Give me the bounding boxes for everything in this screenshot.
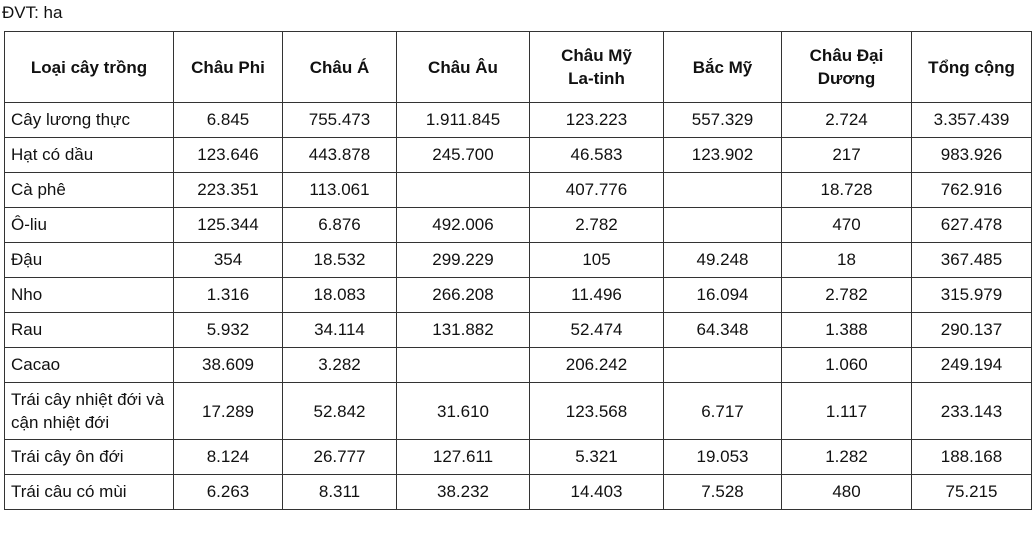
value-cell: 233.143 <box>912 383 1032 440</box>
value-cell: 127.611 <box>397 440 530 475</box>
value-cell: 223.351 <box>174 173 283 208</box>
value-cell: 206.242 <box>530 348 664 383</box>
header-africa: Châu Phi <box>174 32 283 103</box>
value-cell: 1.282 <box>782 440 912 475</box>
value-cell: 46.583 <box>530 138 664 173</box>
value-cell: 11.496 <box>530 278 664 313</box>
value-cell: 49.248 <box>664 243 782 278</box>
table-row <box>5 243 1032 278</box>
value-cell: 17.289 <box>174 383 283 440</box>
crop-name-cell: Hạt có dầu <box>5 138 174 173</box>
value-cell: 290.137 <box>912 313 1032 348</box>
crop-name-cell: Cà phê <box>5 173 174 208</box>
header-crop-type: Loại cây trồng <box>5 32 174 103</box>
table-row <box>5 208 1032 243</box>
value-cell: 52.842 <box>283 383 397 440</box>
value-cell: 7.528 <box>664 475 782 510</box>
value-cell <box>664 208 782 243</box>
value-cell: 18 <box>782 243 912 278</box>
crop-name-cell: Trái cây ôn đới <box>5 440 174 475</box>
header-total: Tổng cộng <box>912 32 1032 103</box>
value-cell: 2.782 <box>782 278 912 313</box>
value-cell: 755.473 <box>283 103 397 138</box>
value-cell: 38.609 <box>174 348 283 383</box>
value-cell: 6.876 <box>283 208 397 243</box>
header-north-america: Bắc Mỹ <box>664 32 782 103</box>
value-cell: 245.700 <box>397 138 530 173</box>
value-cell: 113.061 <box>283 173 397 208</box>
value-cell: 983.926 <box>912 138 1032 173</box>
value-cell: 557.329 <box>664 103 782 138</box>
value-cell: 105 <box>530 243 664 278</box>
value-cell: 125.344 <box>174 208 283 243</box>
value-cell: 38.232 <box>397 475 530 510</box>
value-cell: 443.878 <box>283 138 397 173</box>
value-cell: 1.911.845 <box>397 103 530 138</box>
crop-name-cell: Đậu <box>5 243 174 278</box>
table-row <box>5 440 1032 475</box>
table-row <box>5 348 1032 383</box>
table-row <box>5 313 1032 348</box>
value-cell: 407.776 <box>530 173 664 208</box>
value-cell: 123.646 <box>174 138 283 173</box>
table-row <box>5 475 1032 510</box>
value-cell: 480 <box>782 475 912 510</box>
table-body <box>5 103 1032 510</box>
value-cell: 18.532 <box>283 243 397 278</box>
value-cell: 18.728 <box>782 173 912 208</box>
value-cell <box>397 173 530 208</box>
value-cell: 6.717 <box>664 383 782 440</box>
value-cell: 31.610 <box>397 383 530 440</box>
value-cell: 762.916 <box>912 173 1032 208</box>
table-row <box>5 173 1032 208</box>
value-cell: 5.321 <box>530 440 664 475</box>
value-cell: 123.568 <box>530 383 664 440</box>
value-cell: 2.724 <box>782 103 912 138</box>
value-cell: 16.094 <box>664 278 782 313</box>
crop-name-cell: Nho <box>5 278 174 313</box>
table-row <box>5 103 1032 138</box>
value-cell: 6.845 <box>174 103 283 138</box>
value-cell: 34.114 <box>283 313 397 348</box>
value-cell: 1.117 <box>782 383 912 440</box>
value-cell: 367.485 <box>912 243 1032 278</box>
value-cell <box>397 348 530 383</box>
header-row <box>5 32 1032 103</box>
value-cell: 627.478 <box>912 208 1032 243</box>
value-cell: 2.782 <box>530 208 664 243</box>
crop-name-cell: Trái cây nhiệt đới và cận nhiệt đới <box>5 383 174 440</box>
value-cell: 217 <box>782 138 912 173</box>
value-cell: 26.777 <box>283 440 397 475</box>
crop-name-cell: Ô-liu <box>5 208 174 243</box>
header-latin-america-label: Châu Mỹ La-tinh <box>561 46 632 88</box>
value-cell: 5.932 <box>174 313 283 348</box>
value-cell: 18.083 <box>283 278 397 313</box>
value-cell: 492.006 <box>397 208 530 243</box>
value-cell: 299.229 <box>397 243 530 278</box>
table-row <box>5 278 1032 313</box>
crop-name-cell: Rau <box>5 313 174 348</box>
header-latin-america <box>530 32 664 103</box>
table-row <box>5 138 1032 173</box>
value-cell: 188.168 <box>912 440 1032 475</box>
value-cell: 52.474 <box>530 313 664 348</box>
value-cell: 123.223 <box>530 103 664 138</box>
value-cell: 1.060 <box>782 348 912 383</box>
header-asia: Châu Á <box>283 32 397 103</box>
value-cell: 1.316 <box>174 278 283 313</box>
value-cell: 64.348 <box>664 313 782 348</box>
value-cell: 354 <box>174 243 283 278</box>
value-cell: 123.902 <box>664 138 782 173</box>
value-cell: 19.053 <box>664 440 782 475</box>
crop-name-cell: Cacao <box>5 348 174 383</box>
value-cell <box>664 348 782 383</box>
header-oceania <box>782 32 912 103</box>
value-cell: 470 <box>782 208 912 243</box>
crop-name-cell: Cây lương thực <box>5 103 174 138</box>
header-europe: Châu Âu <box>397 32 530 103</box>
value-cell: 75.215 <box>912 475 1032 510</box>
value-cell: 266.208 <box>397 278 530 313</box>
unit-label: ĐVT: ha <box>2 3 63 22</box>
value-cell <box>664 173 782 208</box>
crop-area-table <box>4 31 1032 510</box>
value-cell: 8.124 <box>174 440 283 475</box>
value-cell: 6.263 <box>174 475 283 510</box>
value-cell: 14.403 <box>530 475 664 510</box>
value-cell: 3.282 <box>283 348 397 383</box>
value-cell: 315.979 <box>912 278 1032 313</box>
value-cell: 8.311 <box>283 475 397 510</box>
header-oceania-label: Châu Đại Dương <box>809 46 884 88</box>
value-cell: 131.882 <box>397 313 530 348</box>
table-row <box>5 383 1032 440</box>
value-cell: 3.357.439 <box>912 103 1032 138</box>
crop-name-cell: Trái câu có mùi <box>5 475 174 510</box>
value-cell: 1.388 <box>782 313 912 348</box>
value-cell: 249.194 <box>912 348 1032 383</box>
